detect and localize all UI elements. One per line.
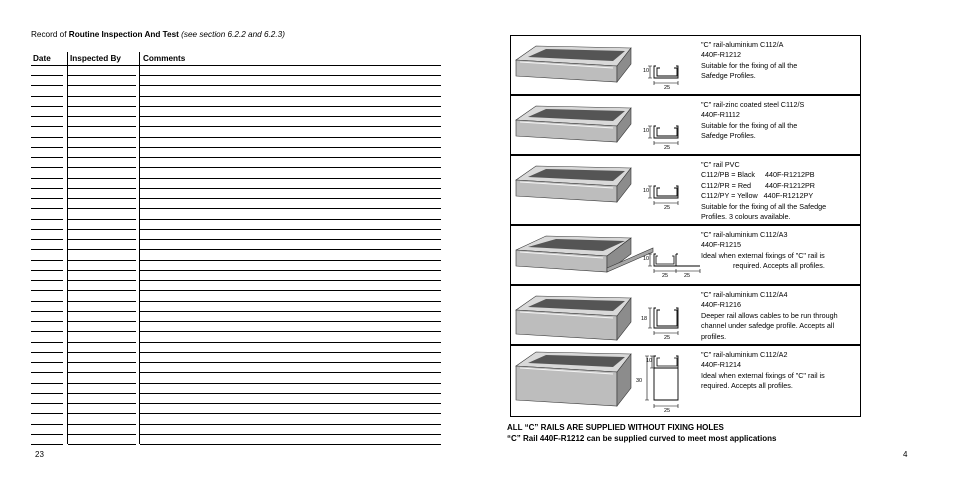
product-name: "C" rail-aluminium C112/A2 [701, 350, 788, 359]
product-detail-line: Ideal when external fixings of "C" rail is [701, 250, 825, 260]
table-row [31, 209, 441, 219]
dimension-height: 10 [646, 358, 653, 364]
table-row [31, 321, 441, 331]
table-row [31, 137, 441, 147]
table-row-rule [140, 444, 441, 445]
product-detail-line: Safedge Profiles. [701, 71, 756, 81]
product-code: C112/PB = Black 440F-R1212PB [701, 170, 815, 180]
table-row [31, 157, 441, 167]
dimension-total-height: 30 [636, 378, 643, 384]
dimension-width: 25 [664, 145, 671, 151]
c-rail-illustration [511, 36, 701, 94]
product-panel [510, 95, 861, 155]
product-code: 440F-R1215 [701, 240, 741, 250]
table-row [31, 65, 441, 75]
product-description [701, 290, 861, 342]
page-title [31, 30, 285, 39]
dimension-width: 25 [664, 335, 671, 341]
dimension-width: 25 [664, 85, 671, 91]
table-row [31, 127, 441, 137]
profile-line [654, 126, 678, 138]
product-panel [510, 345, 861, 417]
product-detail-line: Suitable for the fixing of all the Safedge [701, 201, 827, 211]
table-row [31, 198, 441, 208]
product-detail-line: required. Accepts all profiles. [701, 261, 825, 271]
table-row [31, 342, 441, 352]
product-panel [510, 285, 861, 345]
product-code: 440F-R1214 [701, 360, 741, 370]
profile-line [654, 356, 678, 400]
table-row [31, 414, 441, 424]
table-row [31, 260, 441, 270]
product-name: "C" rail PVC [701, 160, 740, 169]
footer-note-fixing-holes: ALL “C” RAILS ARE SUPPLIED WITHOUT FIXING HOLES [507, 423, 724, 432]
table-row [31, 147, 441, 157]
product-description [701, 230, 861, 272]
table-row [31, 291, 441, 301]
table-row [31, 188, 441, 198]
column-header-comments: Comments [143, 54, 186, 63]
c-rail-illustration [511, 226, 701, 284]
table-row [31, 424, 441, 434]
column-header-inspected-by: Inspected By [70, 54, 121, 63]
dimension-height: 18 [641, 316, 648, 322]
c-rail-illustration [511, 96, 701, 154]
table-row [31, 383, 441, 393]
table-row [31, 311, 441, 321]
table-row-rule [68, 444, 136, 445]
c-rail-illustration [511, 346, 701, 416]
dimension-width: 25 [664, 408, 671, 414]
product-detail-line: C112/PR = Red 440F-R1212PR [701, 180, 815, 190]
profile-line [654, 308, 678, 328]
table-row [31, 250, 441, 260]
product-description [701, 100, 861, 142]
product-detail-line: Deeper rail allows cables to be run through [701, 310, 838, 320]
dimension-width: 25 [664, 205, 671, 211]
dimension-height: 10 [643, 188, 650, 194]
product-detail-line: profiles. [701, 331, 727, 341]
dimension-height: 10 [643, 256, 650, 262]
table-row [31, 362, 441, 372]
dimension-width-flange: 25 [684, 273, 691, 279]
c-rail-illustration [511, 156, 701, 224]
table-row [31, 352, 441, 362]
product-detail-line: required. Accepts all profiles. [701, 381, 793, 391]
title-prefix: Record of [31, 30, 69, 39]
table-row [31, 229, 441, 239]
table-row [31, 86, 441, 96]
table-row [31, 393, 441, 403]
product-name: "C" rail-aluminium C112/A4 [701, 290, 788, 299]
table-row [31, 116, 441, 126]
product-detail-line: Ideal when external fixings of "C" rail is [701, 370, 825, 380]
column-header-date: Date [33, 54, 51, 63]
profile-line [654, 269, 700, 273]
product-name: "C" rail-zinc coated steel C112/S [701, 100, 805, 109]
product-code: 440F-R1216 [701, 300, 741, 310]
product-description [701, 350, 861, 392]
product-name: "C" rail-aluminium C112/A3 [701, 230, 788, 239]
table-row [31, 373, 441, 383]
product-name: "C" rail-aluminium C112/A [701, 40, 784, 49]
profile-line [656, 256, 674, 264]
profile-line [657, 358, 677, 366]
table-row [31, 280, 441, 290]
table-row [31, 434, 441, 444]
product-panel [510, 35, 861, 95]
product-code: 440F-R1112 [701, 110, 740, 120]
table-row [31, 219, 441, 229]
product-description [701, 160, 861, 222]
table-row [31, 168, 441, 178]
table-row-rule [31, 444, 63, 445]
table-row [31, 332, 441, 342]
table-row [31, 75, 441, 85]
profile-line [654, 66, 678, 78]
right-page-number: 4 [903, 450, 908, 459]
product-detail-line: C112/PY = Yellow 440F-R1212PY [701, 191, 814, 201]
product-panel [510, 155, 861, 225]
table-row [31, 239, 441, 249]
table-row [31, 96, 441, 106]
table-row [31, 403, 441, 413]
dimension-height: 10 [643, 68, 650, 74]
product-code: 440F-R1212 [701, 50, 741, 60]
table-row [31, 301, 441, 311]
dimension-height: 10 [643, 128, 650, 134]
c-rail-illustration [511, 286, 701, 344]
profile-line [654, 186, 678, 198]
footer-note-curved: “C” Rail 440F-R1212 can be supplied curved to meet most applications [507, 434, 777, 443]
table-row [31, 178, 441, 188]
left-page-number: 23 [35, 450, 44, 459]
product-detail-line: Safedge Profiles. [701, 131, 756, 141]
title-note: (see section 6.2.2 and 6.2.3) [181, 30, 285, 39]
product-panel [510, 225, 861, 285]
dimension-width: 25 [662, 273, 669, 279]
profile-line [648, 308, 652, 328]
table-row [31, 270, 441, 280]
title-bold: Routine Inspection And Test [68, 30, 179, 39]
product-detail-line: Profiles. 3 colours available. [701, 212, 791, 222]
product-description [701, 40, 861, 82]
product-detail-line: Suitable for the fixing of all the [701, 60, 798, 70]
product-detail-line: Suitable for the fixing of all the [701, 120, 798, 130]
table-row [31, 106, 441, 116]
product-detail-line: channel under safedge profile. Accepts all [701, 321, 835, 331]
